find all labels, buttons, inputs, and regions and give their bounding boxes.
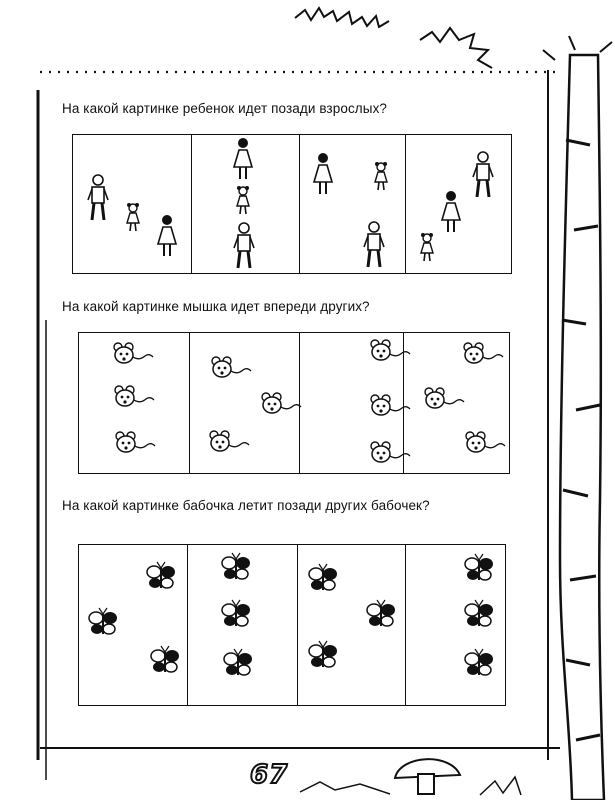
question-1-text: На какой картинке ребенок идет позади взрослых? — [62, 101, 388, 116]
question-2-text: На какой картинке мышка идет впереди других? — [62, 299, 370, 314]
question-3-text: На какой картинке бабочка летит позади других бабочек? — [62, 498, 430, 513]
page-number: 67 — [250, 760, 289, 790]
